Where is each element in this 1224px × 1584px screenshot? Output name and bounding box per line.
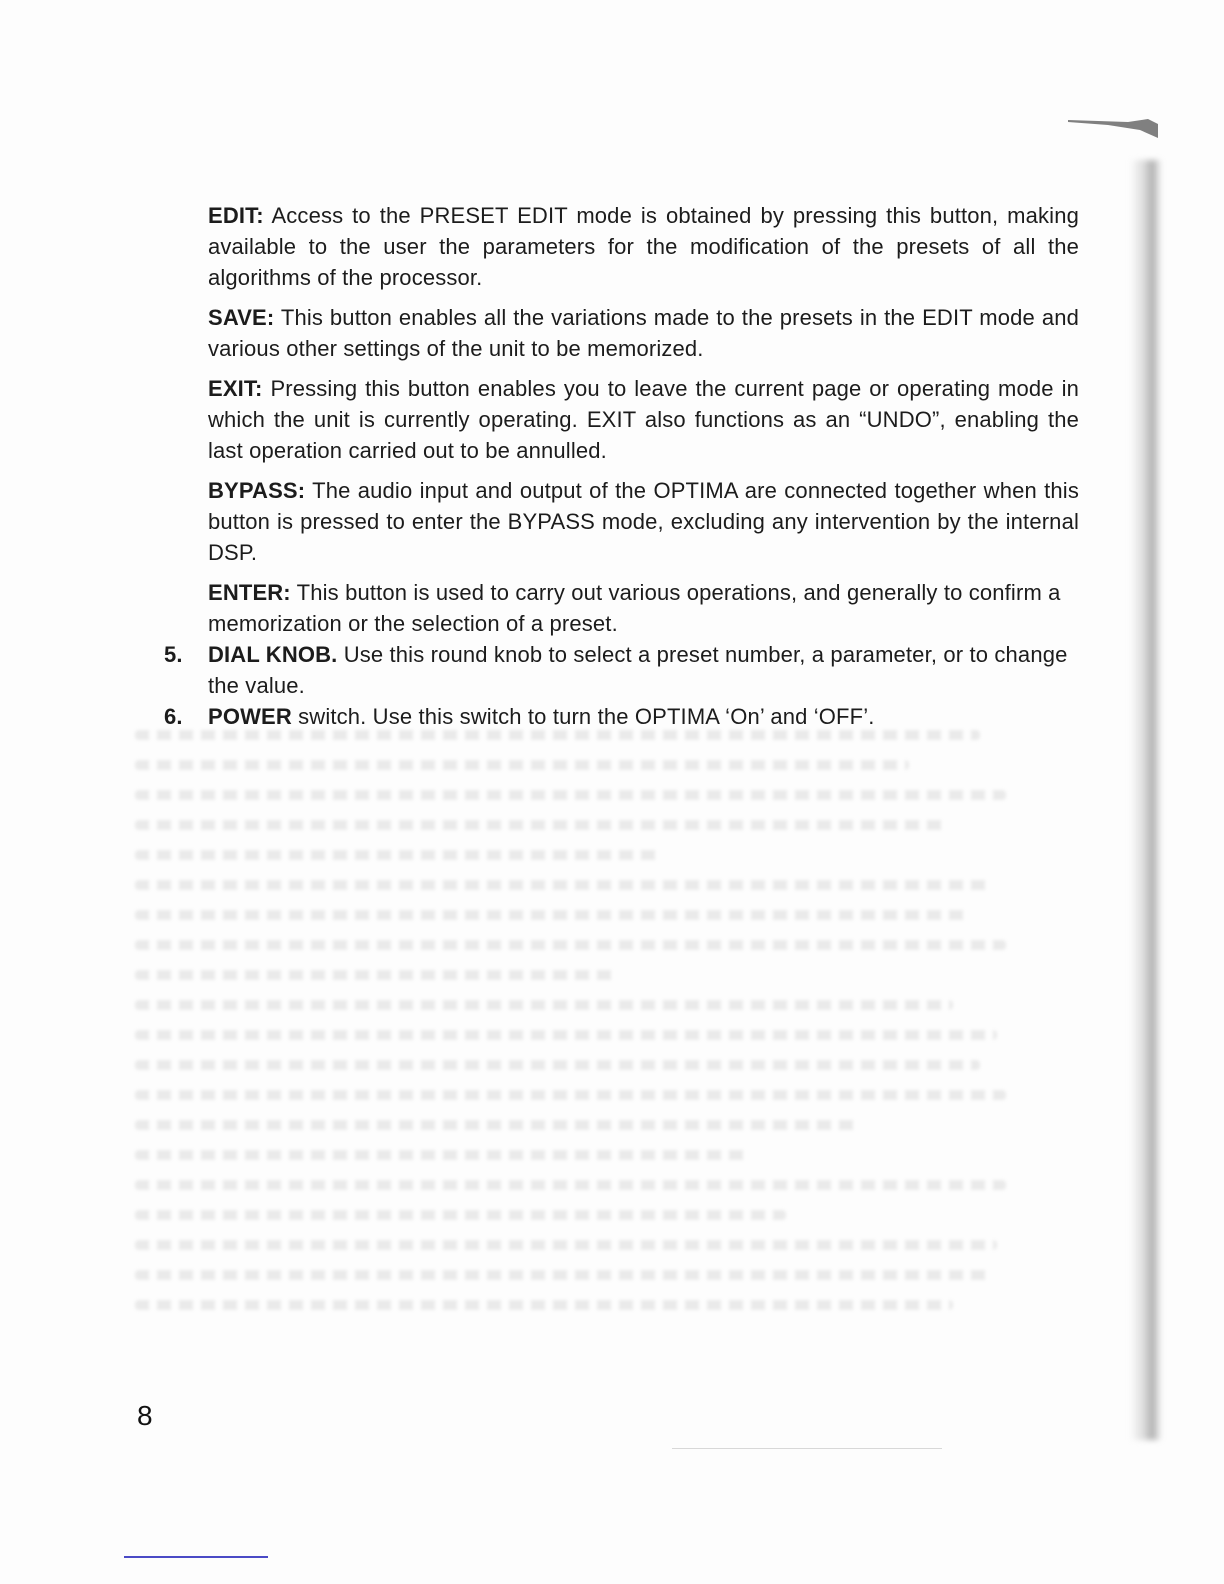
item-text: Access to the PRESET EDIT mode is obtained by pressing this button, making available to the user the parameters for the modification of the presets of all the algorithms of the processor. [208, 203, 1079, 290]
item-text: switch. Use this switch to turn the OPTIMA ‘On’ and ‘OFF’. [291, 704, 875, 729]
item-label: EXIT: [208, 376, 263, 401]
item-text: The audio input and output of the OPTIMA are connected together when this button is pressed to enter the BYPASS mode, excluding any intervention by the internal DSP. [208, 478, 1079, 565]
divider [672, 1448, 942, 1449]
item-number: 5. [164, 642, 183, 667]
page-number: 8 [137, 1400, 153, 1431]
item-number: 6. [164, 704, 183, 729]
item-label: ENTER: [208, 580, 291, 605]
list-item [164, 200, 1079, 293]
item-text: This button is used to carry out various operations, and generally to confirm a memorization or the selection of a preset. [208, 580, 1061, 636]
item-label: POWER [208, 704, 292, 729]
page-corner-mark [1068, 116, 1158, 138]
item-text: This button enables all the variations made to the presets in the EDIT mode and various other settings of the unit to be memorized. [208, 305, 1079, 361]
list-item [164, 475, 1079, 568]
item-text: Pressing this button enables you to leave the current page or operating mode in which the unit is currently operating. EXIT also functions as an “UNDO”, enabling the last operation carried out to be annulled. [208, 376, 1079, 463]
bleed-through-text [135, 730, 1015, 1390]
item-text: Use this round knob to select a preset number, a parameter, or to change the value. [208, 642, 1068, 698]
item-label: SAVE: [208, 305, 275, 330]
item-label: EDIT: [208, 203, 264, 228]
binding-shadow [1130, 160, 1162, 1440]
list-item [164, 701, 1079, 732]
item-label: BYPASS: [208, 478, 306, 503]
list-item [164, 302, 1079, 364]
list-item [164, 373, 1079, 466]
item-label: DIAL KNOB. [208, 642, 338, 667]
function-descriptions [164, 200, 1079, 732]
list-item [164, 639, 1079, 701]
divider [124, 1556, 268, 1558]
list-item [164, 577, 1079, 639]
